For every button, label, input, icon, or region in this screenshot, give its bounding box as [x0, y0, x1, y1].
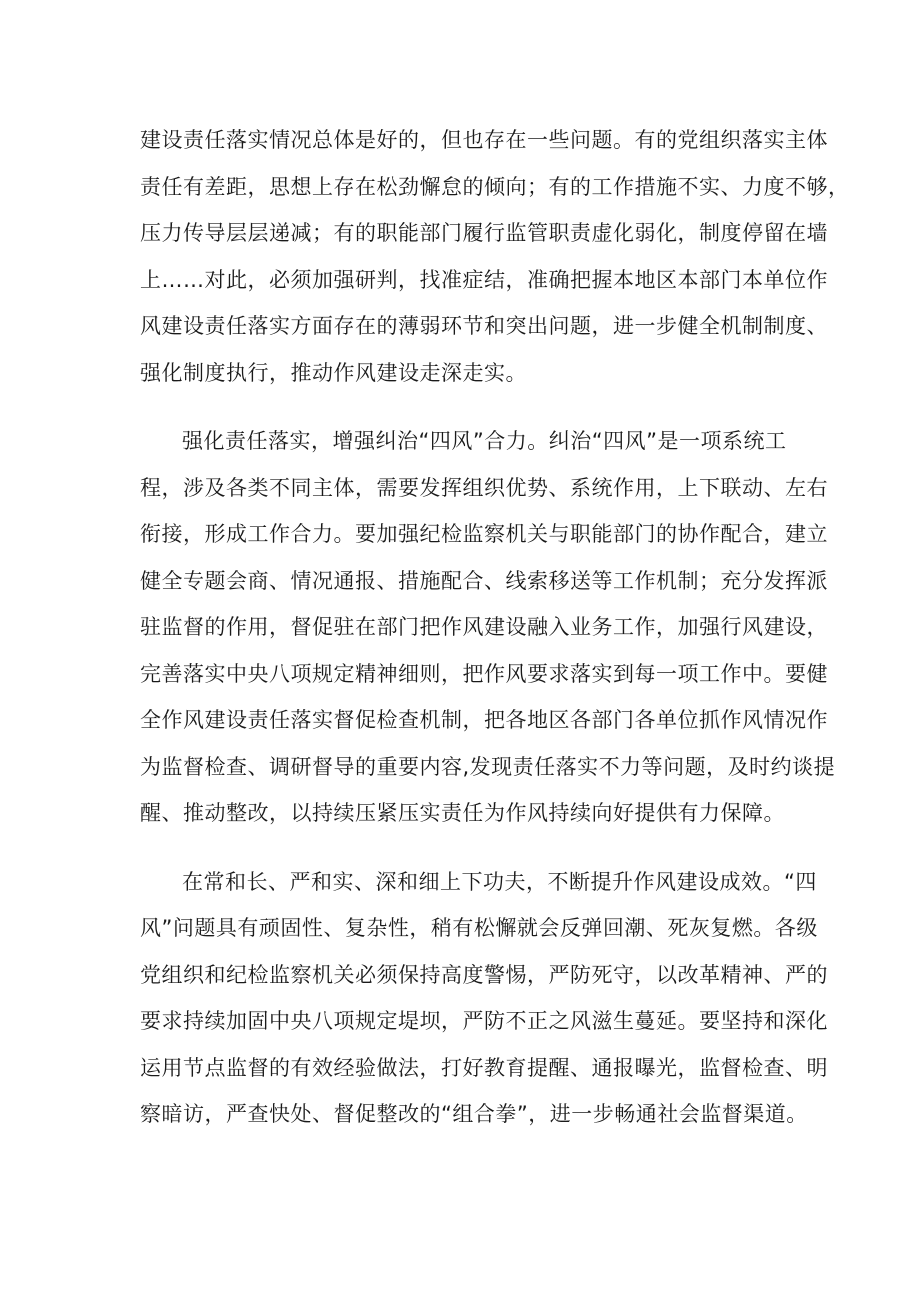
- text-line: 风”问题具有顽固性、复杂性，稍有松懈就会反弹回潮、死灰复燃。各级: [140, 916, 818, 940]
- text-line: 运用节点监督的有效经验做法，打好教育提醒、通报曝光，监督检查、明: [140, 1055, 828, 1080]
- text-line: 健全专题会商、情况通报、措施配合、线索移送等工作机制；充分发挥派: [140, 568, 828, 593]
- text-line: 责任有差距，思想上存在松劲懈怠的倾向；有的工作措施不实、力度不够，: [140, 174, 850, 199]
- text-line: 建设责任落实情况总体是好的，但也存在一些问题。有的党组织落实主体: [140, 128, 828, 152]
- text-line: 醒、推动整改，以持续压紧压实责任为作风持续向好提供有力保障。: [140, 801, 785, 825]
- text-line: 完善落实中央八项规定精神细则，把作风要求落实到每一项工作中。要健: [140, 661, 828, 686]
- text-line: 风建设责任落实方面存在的薄弱环节和突出问题，进一步健全机制制度、: [140, 314, 828, 338]
- text-line: 察暗访，严查快处、督促整改的“组合拳”，进一步畅通社会监督渠道。: [140, 1102, 808, 1126]
- paragraph-2: [140, 418, 836, 837]
- text-line: 衔接，形成工作合力。要加强纪检监察机关与职能部门的协作配合，建立: [140, 522, 828, 546]
- text-line: 强化制度执行，推动作风建设走深走实。: [140, 360, 527, 385]
- text-line: 党组织和纪检监察机关必须保持高度警惕，严防死守，以改革精神、严的: [140, 962, 828, 987]
- text-line: 强化责任落实，增强纠治“四风”合力。纠治“四风”是一项系统工: [182, 429, 787, 453]
- text-line: 要求持续加固中央八项规定堤坝，严防不正之风滋生蔓延。要坚持和深化: [140, 1009, 828, 1033]
- document-body: [140, 117, 850, 1138]
- text-line: 在常和长、严和实、深和细上下功夫，不断提升作风建设成效。“四: [182, 869, 817, 894]
- text-line: 驻监督的作用，督促驻在部门把作风建设融入业务工作，加强行风建设，: [140, 615, 828, 639]
- paragraph-spacer: [140, 837, 788, 859]
- text-line: 程，涉及各类不同主体，需要发挥组织优势、系统作用，上下联动、左右: [140, 475, 828, 500]
- paragraph-spacer: [140, 396, 788, 418]
- text-line: 为监督检查、调研督导的重要内容,发现责任落实不力等问题，及时约谈提: [140, 754, 836, 779]
- text-line: 上……对此，必须加强研判，找准症结，准确把握本地区本部门本单位作: [140, 267, 828, 292]
- paragraph-1: [140, 117, 850, 396]
- text-line: 全作风建设责任落实督促检查机制，把各地区各部门各单位抓作风情况作: [140, 708, 828, 732]
- paragraph-3: [140, 859, 828, 1138]
- text-line: 压力传导层层递减；有的职能部门履行监管职责虚化弱化，制度停留在墙: [140, 221, 828, 245]
